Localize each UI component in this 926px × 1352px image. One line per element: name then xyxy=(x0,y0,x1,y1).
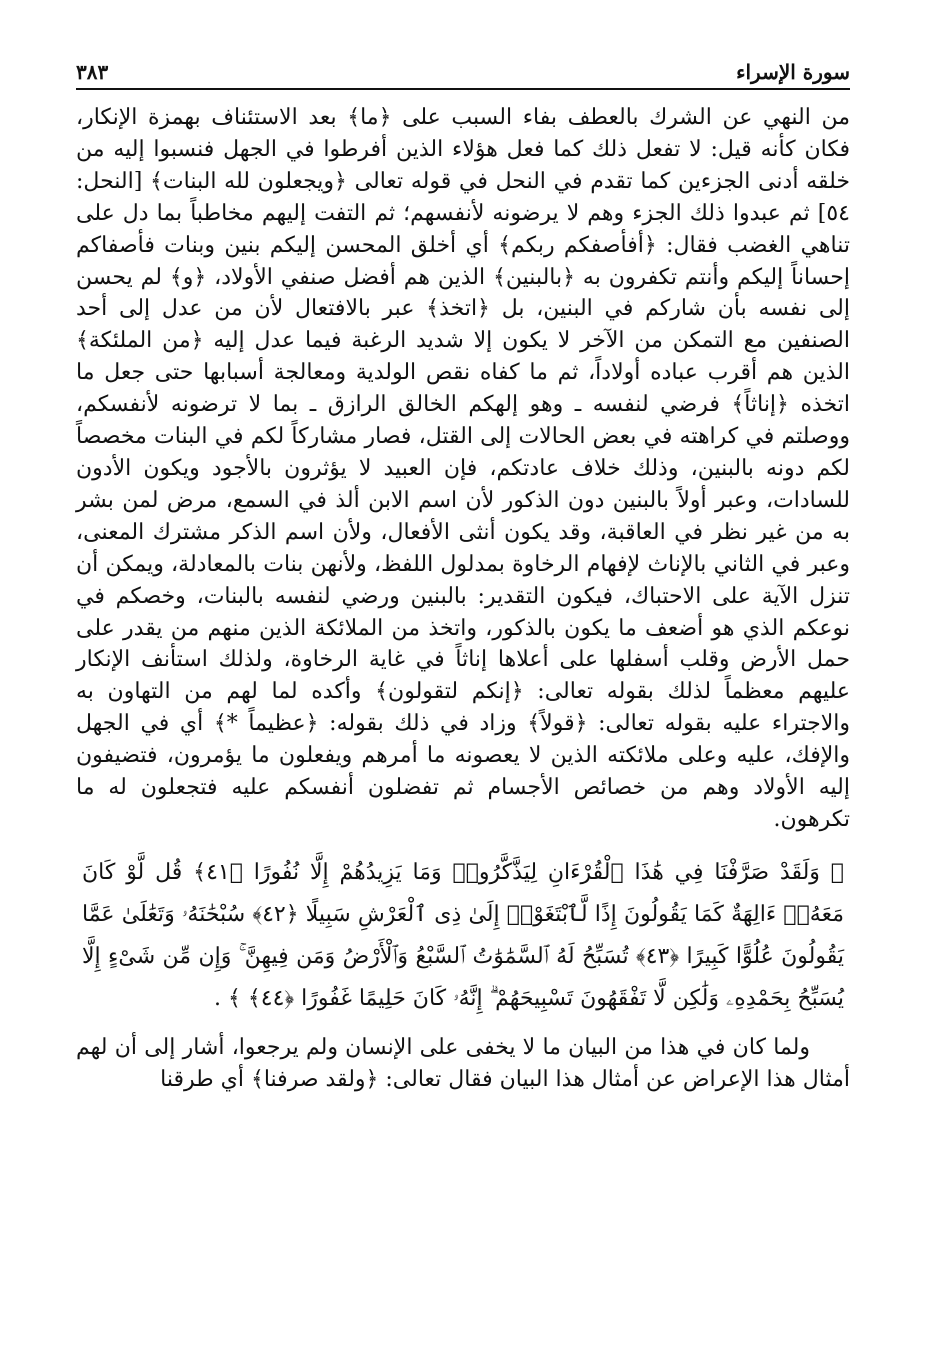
commentary-paragraph: من النهي عن الشرك بالعطف بفاء السبب على ﴿ما﴾ بعد الاستئناف بهمزة الإنكار، فكان كأنه قيل: لا تفعل ذلك كما فعل هؤلاء الذين أفرطوا في الجهل فنسبوا إليه من خلقه أدنى الجزءين كما تقدم في النحل في قوله تعالى ﴿ويجعلون لله البنات﴾ [النحل: ٥٤] ثم عبدوا ذلك الجزء وهم لا يرضونه لأنفسهم؛ ثم التفت إليهم مخاطباً بما دل على تناهي الغضب فقال: ﴿أفأصفكم ربكم﴾ أي أخلق المحسن إليكم بنين وبنات فأصفاكم إحساناً إليكم وأنتم تكفرون به ﴿بالبنين﴾ الذين هم أفضل صنفي الأولاد، ﴿و﴾ لم يحسن إلى نفسه بأن شاركم في البنين، بل ﴿اتخذ﴾ عبر بالافتعال لأن من عدل إلى أحد الصنفين مع التمكن من الآخر لا يكون إلا شديد الرغبة فيما عدل إليه ﴿من الملئكة﴾ الذين هم أقرب عباده أولاداً، ثم ما كفاه نقص الولدية ومعالجة أسبابها حتى جعل ما اتخذه ﴿إناثاً﴾ فرضي لنفسه ـ وهو إلهكم الخالق الرازق ـ بما لا ترضونه لأنفسكم، ووصلتم في كراهته في بعض الحالات إلى القتل، فصار مشاركاً لكم في البنات مخصصاً لكم دونه بالبنين، وذلك خلاف عادتكم، فإن العبيد لا يؤثرون بالأجود ويكون الأدون للسادات، وعبر أولاً بالبنين دون الذكور لأن اسم الابن ألذ في السمع، مرض لمن بشر به من غير نظر في العاقبة، وقد يكون أنثى الأفعال، ولأن اسم الذكر مشترك المعنى، وعبر في الثاني بالإناث لإفهام الرخاوة بمدلول اللفظ، ولأنهن بنات بالمعادلة، ويمكن أن تنزل الآية على الاحتباك، فيكون التقدير: بالبنين ورضي لنفسه بالبنات، وخصكم في نوعكم الذي هو أضعف ما يكون بالذكور، واتخذ من الملائكة الذين منهم من يقدر على حمل الأرض وقلب أسفلها على أعلاها إناثاً في غاية الرخاوة، ولذلك استأنف الإنكار عليهم معظماً لذلك بقوله تعالى: ﴿إنكم لتقولون﴾ وأكده لما لهم من التهاون به والاجتراء عليه بقوله تعالى: ﴿قولاً﴾ وزاد في ذلك بقوله: ﴿عظيماً *﴾ أي في الجهل والإفك، عليه وعلى ملائكته الذين لا يعصونه ما أمرهم ويفعلون ما يؤمرون، فتضيفون إليه الأولاد وهم من خصائص الأجسام ثم تفضلون أنفسكم عليه فتجعلون له ما تكرهون. xyxy=(76,105,850,832)
page-header xyxy=(76,54,850,90)
commentary-paragraph-continued: ولما كان في هذا من البيان ما لا يخفى على الإنسان ولم يرجعوا، أشار إلى أن لهم أمثال هذا الإعراض عن أمثال هذا البيان فقال تعالى: ﴿ولقد صرفنا﴾ أي طرقنا xyxy=(76,1034,850,1092)
quran-verse-block: ﴿ وَلَقَدْ صَرَّفْنَا فِي هَٰذَا ٱلْقُرْءَانِ لِيَذَّكَّرُوا۟ وَمَا يَزِيدُهُمْ إِلَّا نُفُورًا ﴿٤١﴾ قُل لَّوْ كَانَ مَعَهُۥٓ ءَالِهَةٌ كَمَا يَقُولُونَ إِذًا لَّٱبْتَغَوْا۟ إِلَىٰ ذِى ٱلْعَرْشِ سَبِيلًا ﴿٤٢﴾ سُبْحَٰنَهُۥ وَتَعَٰلَىٰ عَمَّا يَقُولُونَ عُلُوًّا كَبِيرًا ﴿٤٣﴾ تُسَبِّحُ لَهُ ٱلسَّمَٰوَٰتُ ٱلسَّبْعُ وَٱلْأَرْضُ وَمَن فِيهِنَّ ۚ وَإِن مِّن شَىْءٍ إِلَّا يُسَبِّحُ بِحَمْدِهِۦ وَلَٰكِن لَّا تَفْقَهُونَ تَسْبِيحَهُمْ ۗ إِنَّهُۥ كَانَ حَلِيمًا غَفُورًا ﴿٤٤﴾ ﴾ . xyxy=(82,859,844,1011)
surah-title: سورة الإسراء xyxy=(736,60,850,84)
page-number: ٣٨٣ xyxy=(76,60,109,84)
page-body xyxy=(76,102,850,1096)
